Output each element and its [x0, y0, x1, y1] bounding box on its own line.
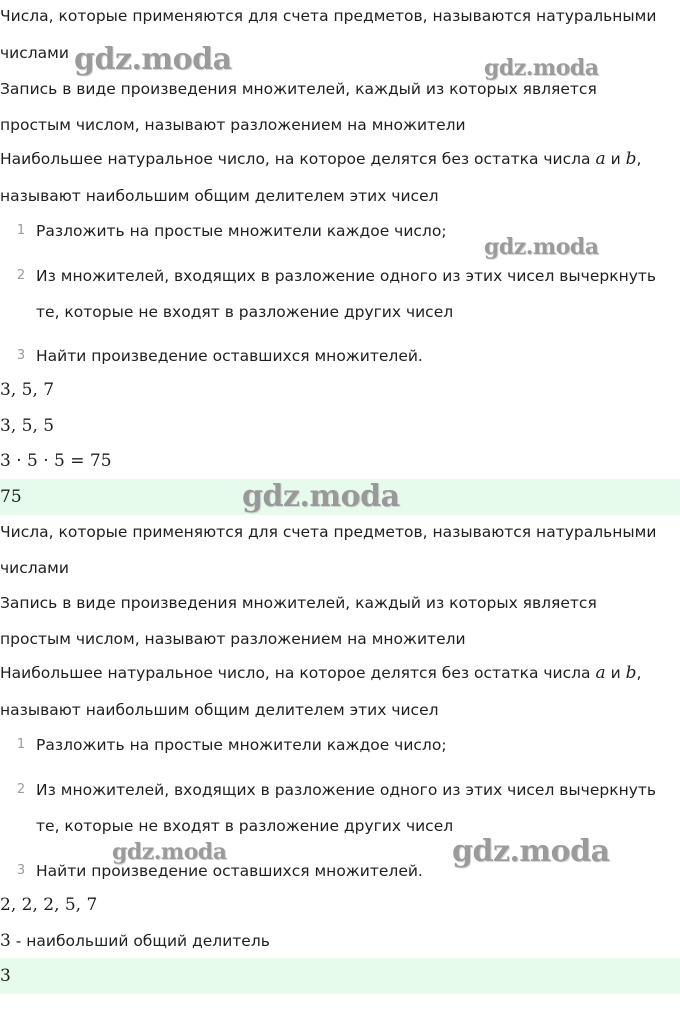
comma: , [636, 664, 642, 682]
comma: , [636, 150, 642, 168]
answer-value: 3 [0, 966, 11, 986]
step-text: Разложить на простые множители каждое число; [36, 736, 447, 754]
math-line-factors: 2, 2, 2, 5, 7 [0, 895, 98, 915]
math-line-factors-a: 3, 5, 7 [0, 380, 55, 400]
gcd-result-number: 3 [0, 931, 11, 951]
definition-natural-line1: Числа, которые применяются для счета предметов, называются натуральными [0, 7, 657, 25]
step-text: Из множителей, входящих в разложение одного из этих чисел вычеркнуть [36, 267, 657, 285]
watermark-logo: gdz.moda [484, 55, 599, 81]
step-text: Найти произведение оставшихся множителей. [36, 347, 423, 365]
step-text-continued: те, которые не входят в разложение других чисел [36, 303, 454, 321]
step-text: Найти произведение оставшихся множителей. [36, 862, 423, 880]
definition-natural-line1: Числа, которые применяются для счета предметов, называются натуральными [0, 523, 657, 541]
variable-a: a [595, 663, 606, 683]
math-line-factors-b: 3, 5, 5 [0, 416, 55, 436]
watermark-logo: gdz.moda [484, 234, 599, 260]
answer-box [0, 958, 680, 994]
definition-gcd-line2: называют наибольшим общим делителем этих чисел [0, 187, 439, 205]
definition-gcd-text: Наибольшее натуральное число, на которое делятся без остатка числа [0, 150, 591, 168]
watermark-logo: gdz.moda [452, 834, 610, 869]
watermark-logo: gdz.moda [242, 479, 400, 514]
step-number: 2 [16, 782, 26, 797]
step-number: 1 [16, 223, 26, 238]
definition-factorization-line2: простым числом, называют разложением на множители [0, 116, 466, 134]
step-text: Разложить на простые множители каждое число; [36, 222, 447, 240]
definition-natural-line2: числами [0, 44, 69, 62]
answer-value: 75 [0, 487, 22, 507]
definition-factorization-line1: Запись в виде произведения множителей, каждый из которых является [0, 80, 597, 98]
step-number: 2 [16, 268, 26, 283]
step-text: Из множителей, входящих в разложение одного из этих чисел вычеркнуть [36, 781, 657, 799]
definition-natural-line2: числами [0, 559, 69, 577]
watermark-logo: gdz.moda [112, 839, 227, 865]
gcd-result-line [0, 930, 270, 952]
definition-gcd-line1 [0, 662, 641, 684]
definition-factorization-line1: Запись в виде произведения множителей, каждый из которых является [0, 594, 597, 612]
conjunction-and: и [610, 150, 621, 168]
conjunction-and: и [610, 664, 621, 682]
step-text-continued: те, которые не входят в разложение других чисел [36, 817, 454, 835]
gcd-result-text: - наибольший общий делитель [10, 932, 270, 950]
math-line-product: 3 · 5 · 5 = 75 [0, 451, 112, 471]
watermark-logo: gdz.moda [74, 42, 232, 77]
definition-gcd-line1 [0, 148, 641, 170]
variable-b: b [625, 663, 637, 683]
step-number: 1 [16, 737, 26, 752]
definition-factorization-line2: простым числом, называют разложением на множители [0, 630, 466, 648]
variable-a: a [595, 149, 606, 169]
variable-b: b [625, 149, 637, 169]
definition-gcd-line2: называют наибольшим общим делителем этих чисел [0, 701, 439, 719]
step-number: 3 [16, 863, 26, 878]
step-number: 3 [16, 348, 26, 363]
definition-gcd-text: Наибольшее натуральное число, на которое делятся без остатка числа [0, 664, 591, 682]
